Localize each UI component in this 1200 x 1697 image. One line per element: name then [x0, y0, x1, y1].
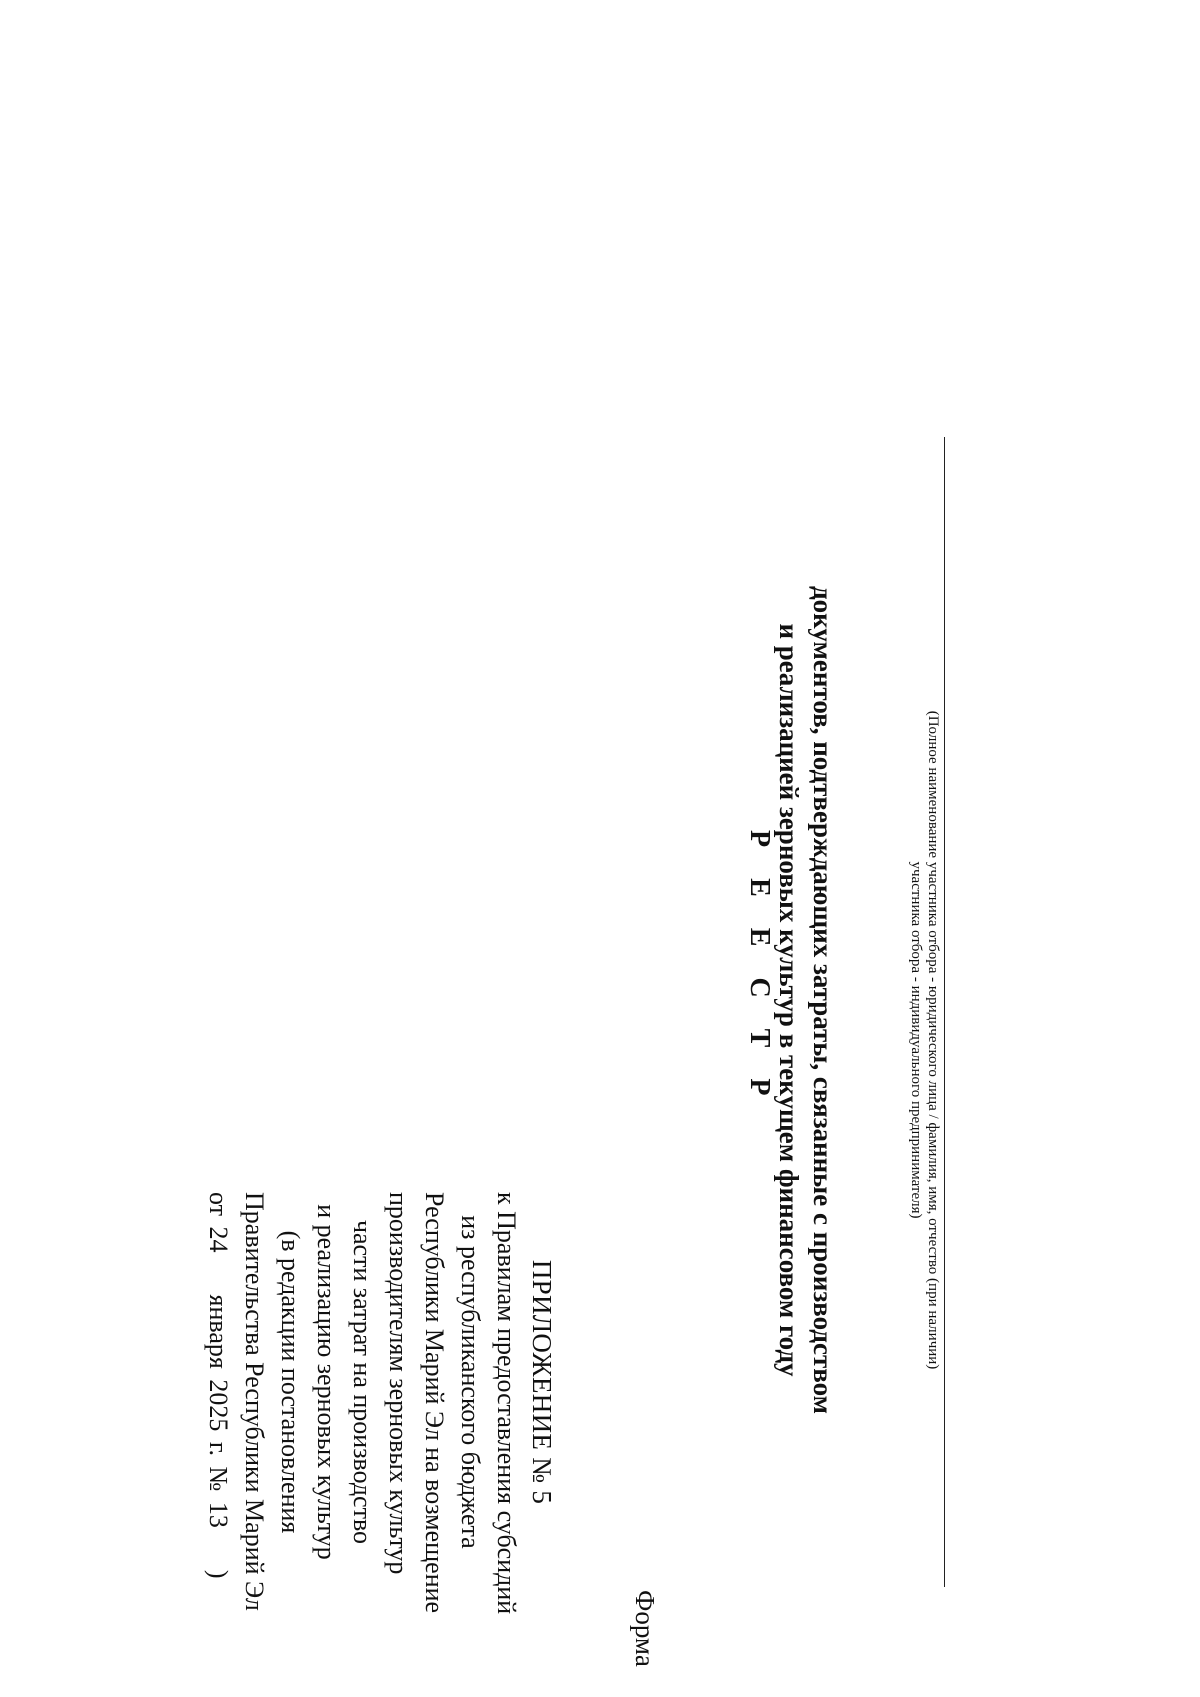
participant-caption-line: (Полное наименование участника отбора - юридического лица / фамилия, имя, отчество (при наличии) — [925, 710, 941, 1370]
appendix-line: из республиканского бюджета — [456, 1215, 485, 1549]
registry-subtitle-line: документов, подтверждающих затраты, связанные с производством — [808, 586, 838, 1414]
appendix-line: Республики Марий Эл на возмещение — [420, 1192, 449, 1614]
appendix-line: (в редакции постановления — [276, 1230, 305, 1534]
participant-name-underline — [944, 437, 945, 1587]
participant-name-caption — [907, 500, 941, 1580]
appendix-date-line: от 24 января 2025 г. № 13 ) — [204, 1192, 233, 1579]
appendix-line: части затрат на производство — [348, 1219, 377, 1545]
appendix-line: и реализацию зерновых культур — [312, 1204, 341, 1560]
appendix-line: Правительства Республики Марий Эл — [240, 1192, 269, 1611]
appendix-line: производителям зерновых культур — [384, 1192, 413, 1575]
registry-title: Р Е Е С Т Р — [744, 830, 775, 1108]
form-label: Форма — [630, 1590, 660, 1667]
registry-subtitle — [772, 425, 840, 1575]
registry-subtitle-line: и реализацией зерновых культур в текущем финансовом году — [774, 623, 804, 1377]
appendix-title: ПРИЛОЖЕНИЕ № 5 — [527, 1259, 557, 1505]
appendix-line: к Правилам предоставления субсидий — [492, 1192, 521, 1615]
participant-caption-line: участника отбора - индивидуального предпринимателя) — [908, 861, 924, 1219]
appendix-header — [200, 1192, 560, 1615]
